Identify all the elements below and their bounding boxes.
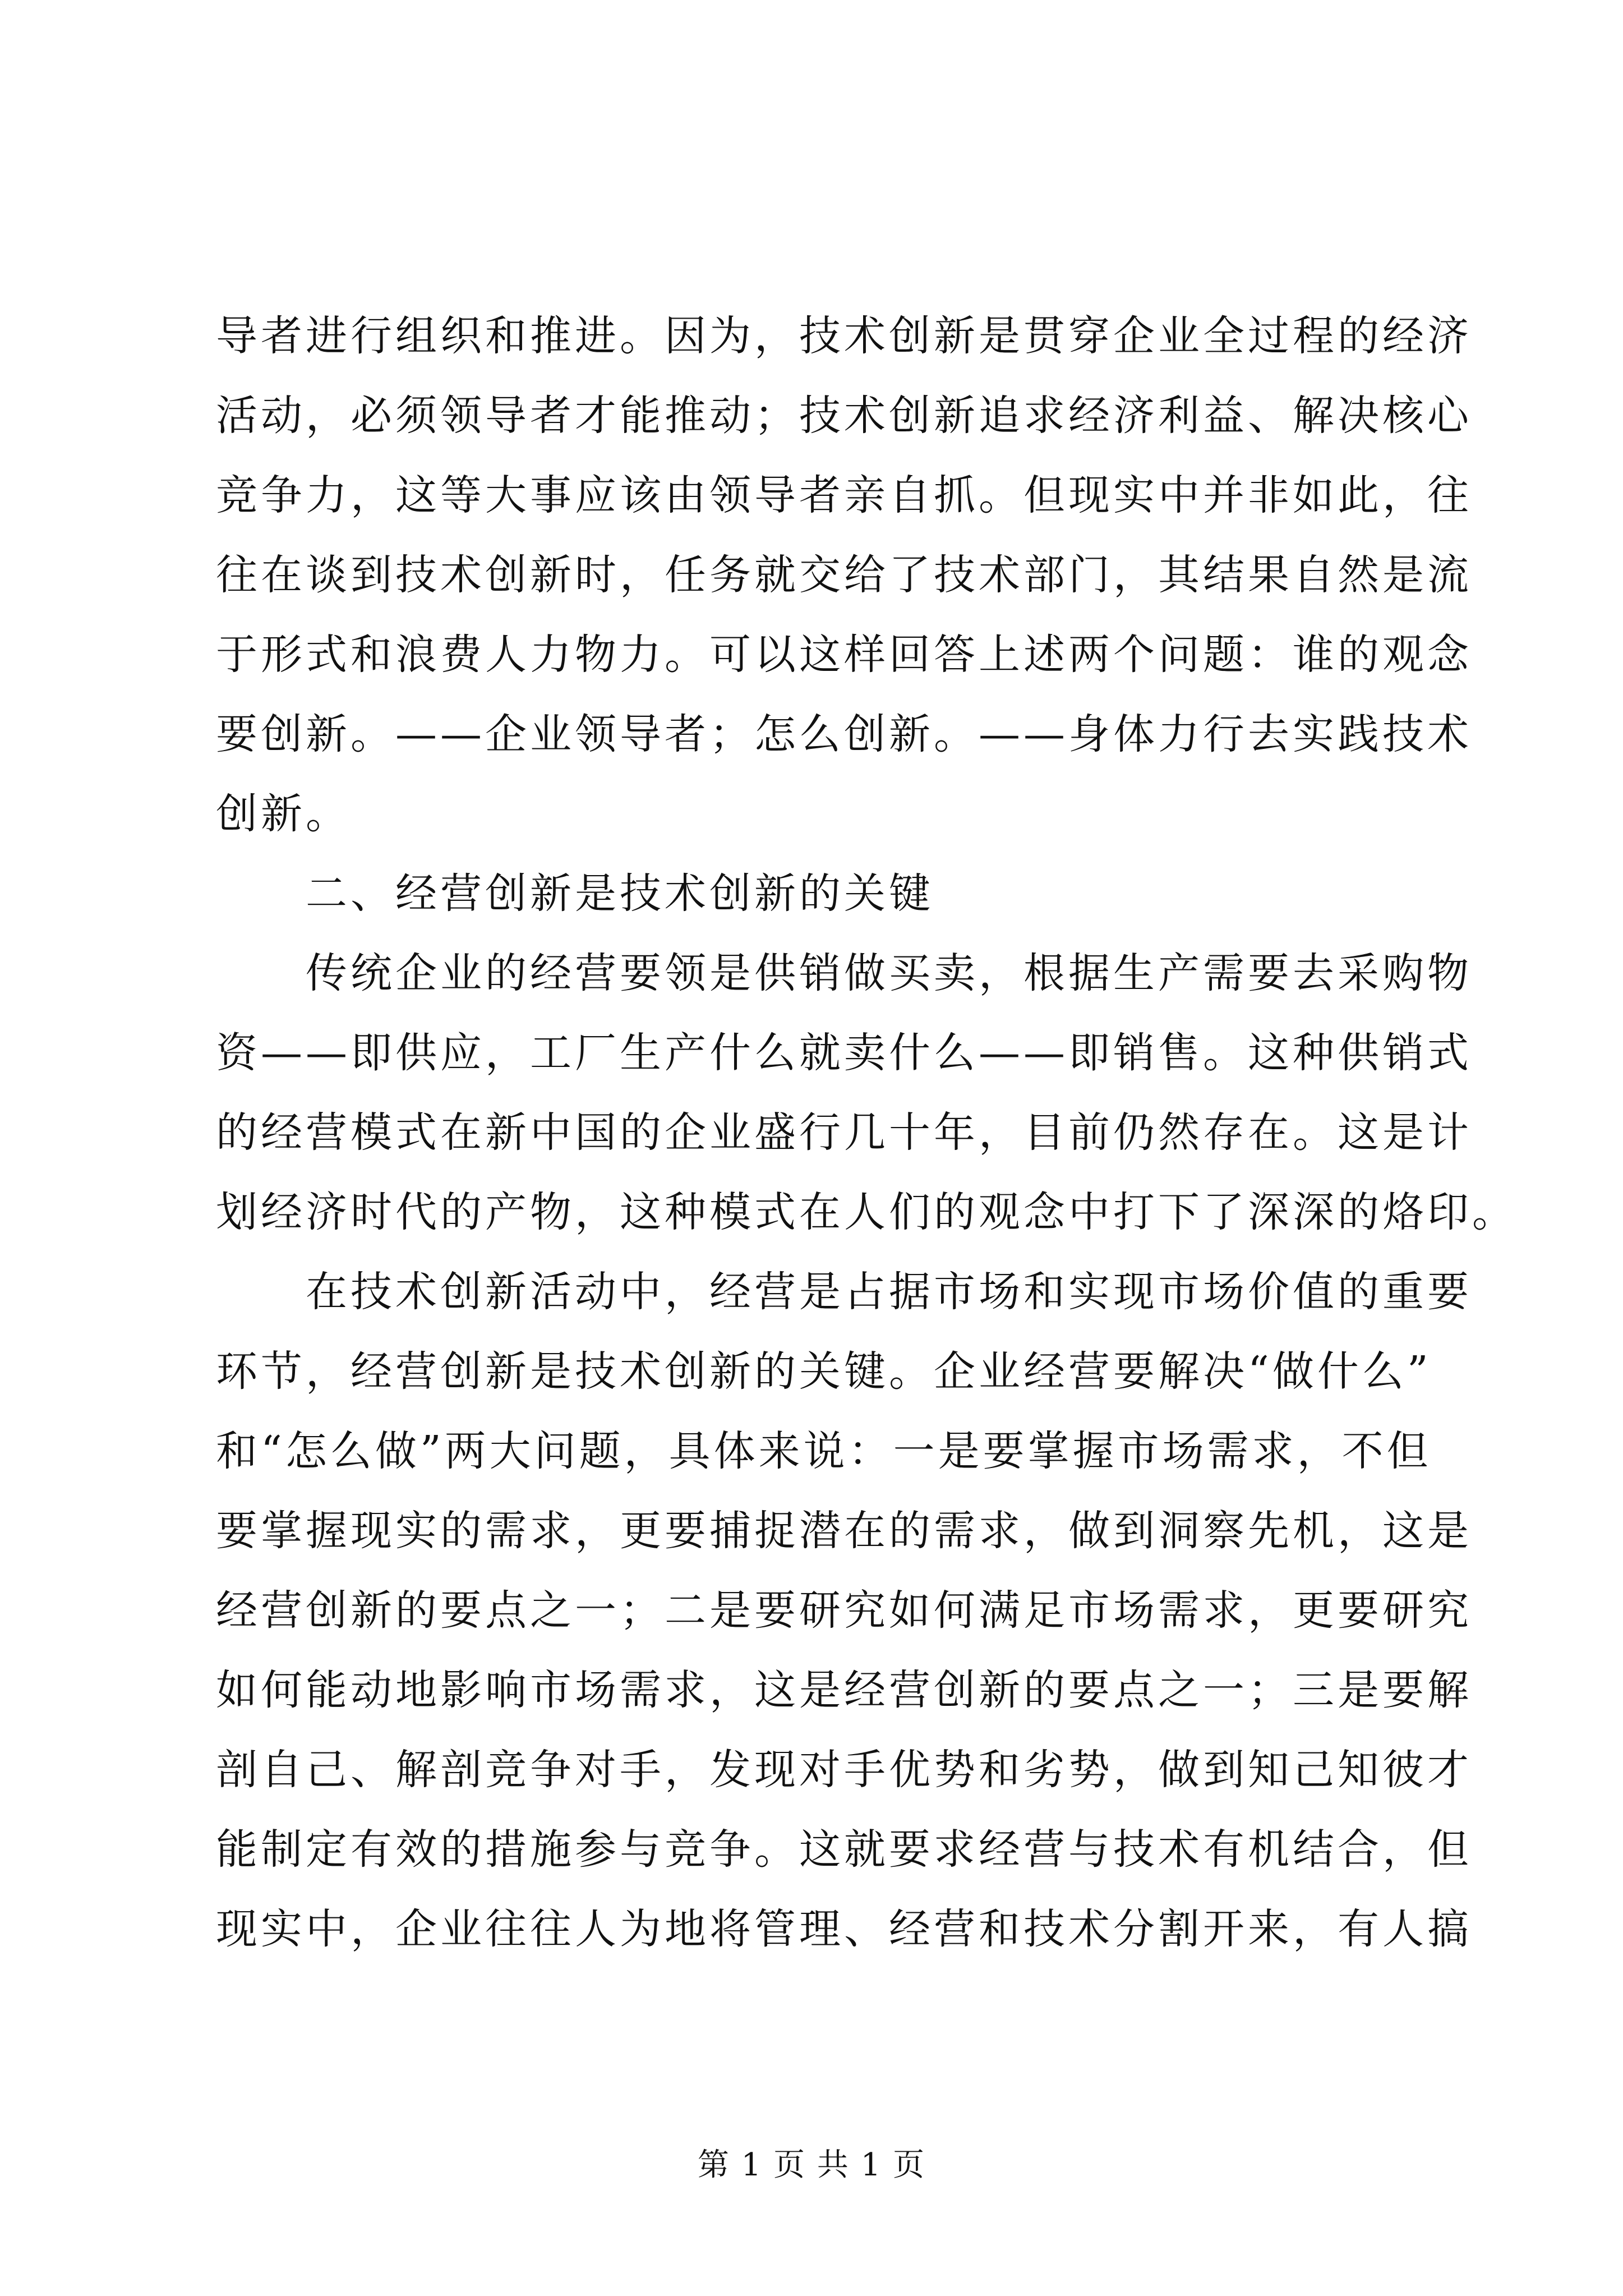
text-line: 在技术创新活动中，经营是占据市场和实现市场价值的重要 — [306, 1268, 1472, 1316]
text-line: 要创新。——企业领导者；怎么创新。——身体力行去实践技术 — [216, 710, 1472, 758]
text-line: 划经济时代的产物，这种模式在人们的观念中打下了深深的烙印。 — [216, 1188, 1517, 1236]
text-line: 剖自己、解剖竞争对手，发现对手优势和劣势，做到知己知彼才 — [216, 1746, 1472, 1794]
text-line: 的经营模式在新中国的企业盛行几十年，目前仍然存在。这是计 — [216, 1108, 1472, 1157]
text-line: 经营创新的要点之一；二是要研究如何满足市场需求，更要研究 — [216, 1586, 1472, 1635]
text-line: 环节，经营创新是技术创新的关键。企业经营要解决“做什么” — [216, 1347, 1432, 1396]
text-line: 能制定有效的措施参与竞争。这就要求经营与技术有机结合，但 — [216, 1825, 1472, 1874]
text-line: 要掌握现实的需求，更要捕捉潜在的需求，做到洞察先机，这是 — [216, 1507, 1472, 1555]
text-line: 现实中，企业往往人为地将管理、经营和技术分割开来，有人搞 — [216, 1905, 1472, 1953]
text-line: 传统企业的经营要领是供销做买卖，根据生产需要去采购物 — [306, 949, 1472, 997]
text-line: 导者进行组织和推进。因为，技术创新是贯穿企业全过程的经济 — [216, 312, 1472, 360]
paragraph-2 — [216, 933, 1517, 1252]
text-line: 和“怎么做”两大问题，具体来说：一是要掌握市场需求，不但 — [216, 1427, 1432, 1475]
text-line: 如何能动地影响市场需求，这是经营创新的要点之一；三是要解 — [216, 1666, 1472, 1714]
page-footer — [0, 2146, 1623, 2185]
paragraph-1 — [216, 296, 1472, 854]
text-line: 竞争力，这等大事应该由领导者亲自抓。但现实中并非如此，往 — [216, 471, 1472, 519]
text-line: 于形式和浪费人力物力。可以这样回答上述两个问题：谁的观念 — [216, 631, 1472, 679]
page-number-label: 第 1 页 共 1 页 — [697, 2147, 926, 2183]
text-line: 往在谈到技术创新时，任务就交给了技术部门，其结果自然是流 — [216, 551, 1472, 599]
text-line: 资——即供应，工厂生产什么就卖什么——即销售。这种供销式 — [216, 1029, 1472, 1077]
heading-text: 二、经营创新是技术创新的关键 — [306, 869, 934, 918]
section-heading — [216, 854, 1422, 933]
text-line: 创新。 — [216, 790, 351, 838]
paragraph-3 — [216, 1252, 1472, 1969]
document-body — [216, 296, 1517, 1969]
text-line: 活动，必须领导者才能推动；技术创新追求经济利益、解决核心 — [216, 392, 1472, 440]
